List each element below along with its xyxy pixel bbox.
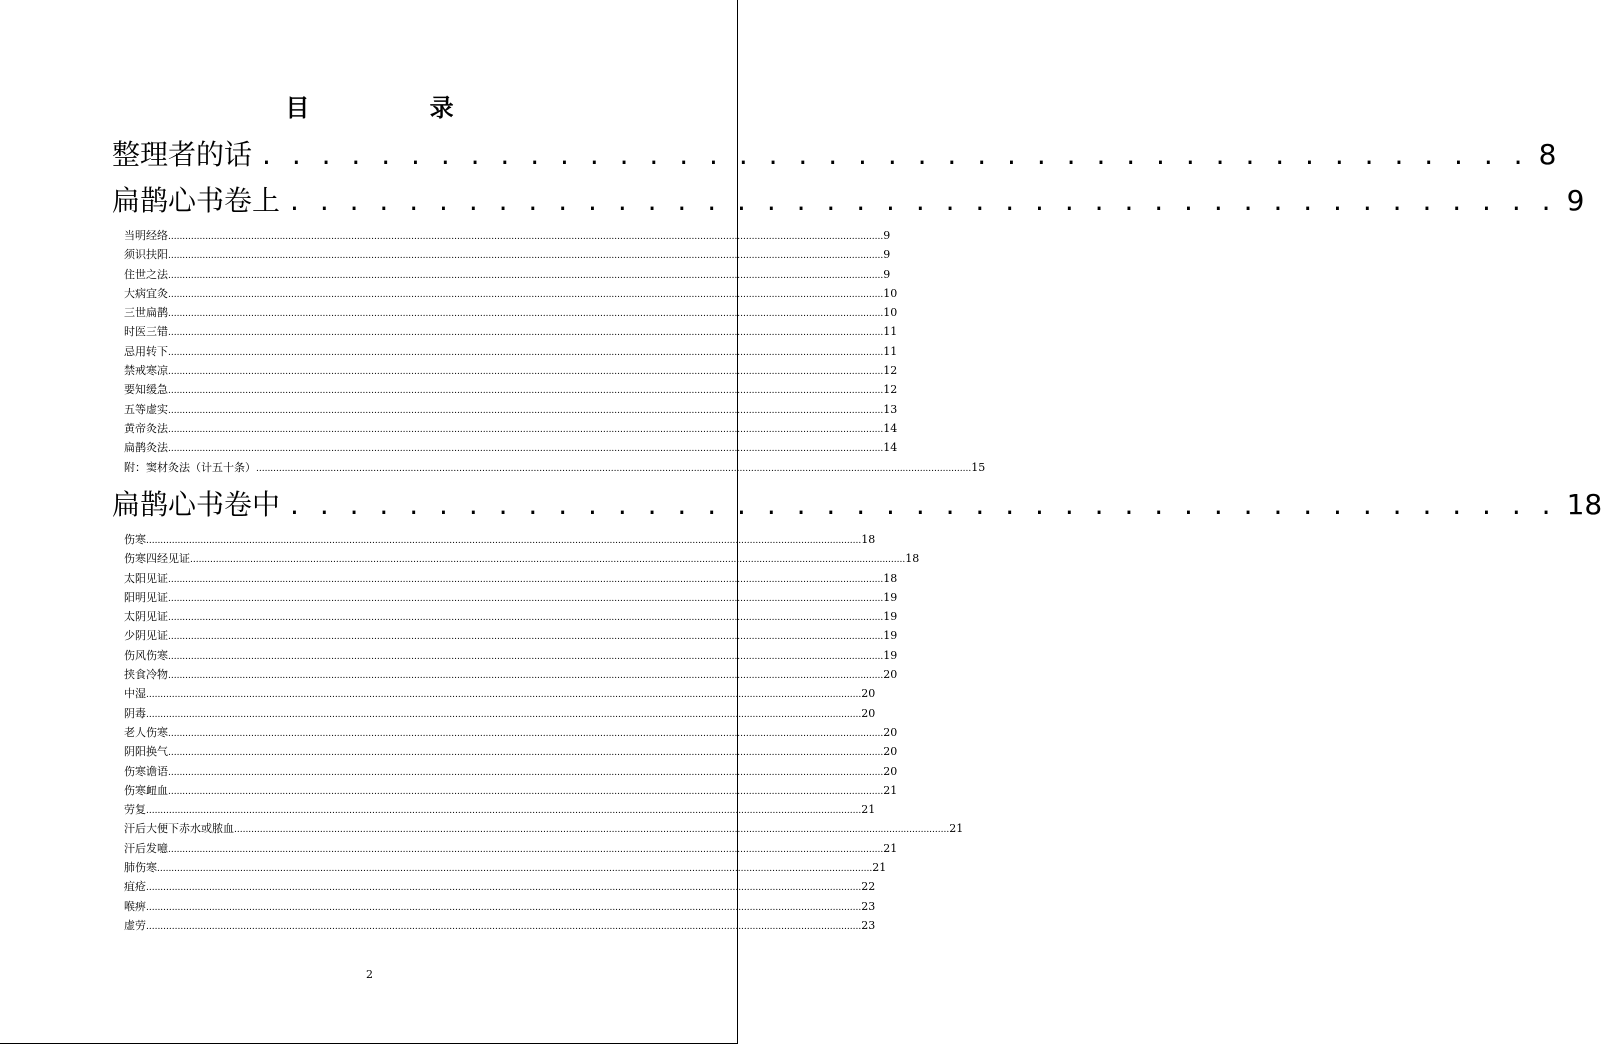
toc-heading[interactable] <box>112 132 1557 178</box>
toc-entry-page: 14 <box>883 441 898 455</box>
toc-section <box>112 178 1585 477</box>
toc-entry-title: 附：窦材灸法（计五十条） <box>124 460 256 474</box>
toc-leader-dots: .......................................................................................................................................................................................................................................................... <box>146 921 862 932</box>
toc-entry-title: 汗后发噫 <box>124 841 168 855</box>
toc-leader-dots: .......................................................................................................................................................................................................................................................... <box>168 309 884 320</box>
toc-entry[interactable] <box>124 458 986 477</box>
toc-entry-title: 黄帝灸法 <box>124 421 168 435</box>
toc-entry-page: 14 <box>883 421 898 435</box>
toc-leader-dots: .......................................................................................................................................................................................................................................................... <box>146 690 862 701</box>
toc-leader-dots: .......................................................................................................................................................................................................................................................... <box>168 574 884 585</box>
toc-entry-page: 19 <box>883 610 898 624</box>
toc-entry-title: 肺伤寒 <box>124 861 157 875</box>
toc-entry-title: 三世扁鹊 <box>124 306 168 320</box>
toc-leader-dots: .......................................................................................................................................................................................................................................................... <box>190 555 906 566</box>
toc-leader-dots: .......................................................................................................................................................................................................................................................... <box>168 444 884 455</box>
toc-entry-page: 15 <box>971 460 986 474</box>
page-number: 2 <box>366 968 373 981</box>
toc-leader-dots: .......................................................................................................................................................................................................................................................... <box>168 251 884 262</box>
toc-entry[interactable] <box>124 723 898 742</box>
toc-entry[interactable] <box>124 530 876 549</box>
toc-entry[interactable] <box>124 419 898 438</box>
toc-leader-dots: .......................................................................................................................................................................................................................................................... <box>234 825 950 836</box>
toc-entry-title: 大病宜灸 <box>124 286 168 300</box>
page-border-bottom <box>0 1043 738 1044</box>
toc-entry[interactable] <box>124 762 898 781</box>
toc-entry[interactable] <box>124 342 898 361</box>
toc-entry-title: 伤风伤寒 <box>124 648 168 662</box>
toc-entry-title: 阳明见证 <box>124 590 168 604</box>
toc-entry[interactable] <box>124 858 887 877</box>
toc-heading-title: 整理者的话 <box>112 138 253 171</box>
toc-entry-page: 21 <box>949 822 964 836</box>
toc-entry-page: 23 <box>861 899 876 913</box>
toc-entry-title: 五等虚实 <box>124 402 168 416</box>
toc-entry-page: 9 <box>883 267 891 281</box>
toc-entry-page: 21 <box>872 861 887 875</box>
toc-leader-dots: .......................................................................................................................................................................................................................................................... <box>168 613 884 624</box>
toc-entry-title: 忌用转下 <box>124 344 168 358</box>
toc-heading-title: 扁鹊心书卷中 <box>112 488 281 521</box>
toc-entry-page: 12 <box>883 383 898 397</box>
toc-entry-title: 挟食冷物 <box>124 668 168 682</box>
toc-heading-page: 9 <box>1566 184 1585 217</box>
toc-entry-page: 20 <box>861 706 876 720</box>
toc-entry[interactable] <box>124 800 876 819</box>
toc-leader-dots: . . . . . . . . . . . . . . . . . . . . . . . . . . . . . . . . . . . . . . . . . . . <box>290 488 1557 521</box>
toc-entry[interactable] <box>124 245 891 264</box>
toc-entry[interactable] <box>124 916 876 935</box>
toc-leader-dots: .......................................................................................................................................................................................................................................................... <box>168 593 884 604</box>
toc-entry-page: 20 <box>883 745 898 759</box>
toc-leader-dots: .......................................................................................................................................................................................................................................................... <box>168 405 884 416</box>
toc-entry-page: 19 <box>883 629 898 643</box>
toc-entry[interactable] <box>124 626 898 645</box>
toc-entry-title: 老人伤寒 <box>124 725 168 739</box>
toc-entry[interactable] <box>124 897 876 916</box>
toc-entry[interactable] <box>124 322 898 341</box>
toc-entry[interactable] <box>124 265 891 284</box>
toc-entry[interactable] <box>124 380 898 399</box>
toc-heading-page: 8 <box>1538 138 1557 171</box>
toc-leader-dots: .......................................................................................................................................................................................................................................................... <box>168 386 884 397</box>
toc-entry-title: 当明经络 <box>124 229 168 242</box>
toc-entry-title: 疽疮 <box>124 880 146 894</box>
toc-leader-dots: .......................................................................................................................................................................................................................................................... <box>168 844 884 855</box>
toc-leader-dots: .......................................................................................................................................................................................................................................................... <box>168 367 884 378</box>
toc-entry[interactable] <box>124 742 898 761</box>
toc-entry-title: 阴毒 <box>124 706 146 720</box>
toc-leader-dots: .......................................................................................................................................................................................................................................................... <box>168 651 884 662</box>
toc-entry-title: 阴阳换气 <box>124 745 168 759</box>
toc-section <box>112 132 1557 178</box>
toc-entry-title: 太阳见证 <box>124 571 168 585</box>
toc-leader-dots: .......................................................................................................................................................................................................................................................... <box>256 463 972 474</box>
toc-section <box>112 482 1602 935</box>
toc-entry-page: 20 <box>883 668 898 682</box>
toc-leader-dots: .......................................................................................................................................................................................................................................................... <box>168 270 884 281</box>
toc-entry-title: 虚劳 <box>124 918 146 932</box>
toc-heading-title: 扁鹊心书卷上 <box>112 184 281 217</box>
toc-entry-page: 18 <box>905 552 920 566</box>
toc-entry-title: 伤寒衄血 <box>124 783 168 797</box>
toc-leader-dots: .......................................................................................................................................................................................................................................................... <box>146 902 862 913</box>
toc-entry-title: 伤寒谵语 <box>124 764 168 778</box>
toc-leader-dots: . . . . . . . . . . . . . . . . . . . . . . . . . . . . . . . . . . . . . . . . . . . <box>290 184 1557 217</box>
toc-entry-title: 住世之法 <box>124 267 168 281</box>
toc-entry-title: 要知缓急 <box>124 383 168 397</box>
toc-entry-page: 18 <box>861 533 876 546</box>
toc-leader-dots: .......................................................................................................................................................................................................................................................... <box>168 671 884 682</box>
toc-entry[interactable] <box>124 781 898 800</box>
toc-entry-title: 汗后大便下赤水或脓血 <box>124 822 234 836</box>
toc-leader-dots: .......................................................................................................................................................................................................................................................... <box>146 883 862 894</box>
toc-leader-dots: .......................................................................................................................................................................................................................................................... <box>168 424 884 435</box>
toc-entry-page: 21 <box>883 783 898 797</box>
toc-entry[interactable] <box>124 877 876 896</box>
toc-entry[interactable] <box>124 400 898 419</box>
toc-entry-title: 伤寒 <box>124 533 146 546</box>
toc-entry[interactable] <box>124 588 898 607</box>
toc-entry[interactable] <box>124 665 898 684</box>
toc-entry[interactable] <box>124 284 898 303</box>
toc-entry[interactable] <box>124 549 920 568</box>
toc-entry-page: 13 <box>883 402 898 416</box>
toc-leader-dots: .......................................................................................................................................................................................................................................................... <box>168 786 884 797</box>
toc-entry[interactable] <box>124 226 891 245</box>
toc-entry-page: 11 <box>883 325 898 339</box>
toc-entry-page: 12 <box>883 364 898 378</box>
toc-leader-dots: .......................................................................................................................................................................................................................................................... <box>168 347 884 358</box>
toc-entry-page: 10 <box>883 286 898 300</box>
toc-entry-title: 时医三错 <box>124 325 168 339</box>
toc-entry-title: 少阴见证 <box>124 629 168 643</box>
toc-entry[interactable] <box>124 303 898 322</box>
page-title: 目 录 <box>285 94 510 122</box>
toc-entry[interactable] <box>124 569 898 588</box>
toc-leader-dots: .......................................................................................................................................................................................................................................................... <box>146 806 862 817</box>
toc-entry[interactable] <box>124 646 898 665</box>
toc-entry-page: 10 <box>883 306 898 320</box>
toc-entry-title: 扁鹊灸法 <box>124 441 168 455</box>
toc-entry-title: 须识扶阳 <box>124 248 168 262</box>
toc-entry[interactable] <box>124 361 898 380</box>
toc-entry[interactable] <box>124 438 898 457</box>
toc-leader-dots: .......................................................................................................................................................................................................................................................... <box>168 328 884 339</box>
toc-leader-dots: .......................................................................................................................................................................................................................................................... <box>168 767 884 778</box>
toc-leader-dots: . . . . . . . . . . . . . . . . . . . . . . . . . . . . . . . . . . . . . . . . . . . <box>262 138 1529 171</box>
toc-leader-dots: .......................................................................................................................................................................................................................................................... <box>146 536 862 546</box>
toc-leader-dots: .......................................................................................................................................................................................................................................................... <box>146 709 862 720</box>
toc-leader-dots: .......................................................................................................................................................................................................................................................... <box>168 748 884 759</box>
toc-entry-page: 19 <box>883 648 898 662</box>
toc-entry-page: 22 <box>861 880 876 894</box>
toc-heading-page: 18 <box>1566 488 1602 521</box>
toc-entry-title: 伤寒四经见证 <box>124 552 190 566</box>
toc-entry-title: 喉痹 <box>124 899 146 913</box>
toc-entry[interactable] <box>124 684 876 703</box>
toc-entry-page: 20 <box>883 725 898 739</box>
toc-entry-title: 中湿 <box>124 687 146 701</box>
toc-entry-page: 9 <box>883 248 891 262</box>
toc-leader-dots: .......................................................................................................................................................................................................................................................... <box>168 289 884 300</box>
toc-entry-title: 劳复 <box>124 803 146 817</box>
toc-entry[interactable] <box>124 819 964 838</box>
toc-entry-page: 20 <box>861 687 876 701</box>
toc-leader-dots: .......................................................................................................................................................................................................................................................... <box>168 728 884 739</box>
toc-entry[interactable] <box>124 607 898 626</box>
toc-entry-page: 20 <box>883 764 898 778</box>
toc-entry[interactable] <box>124 704 876 723</box>
toc-heading[interactable] <box>112 178 1585 224</box>
toc-entry-page: 18 <box>883 571 898 585</box>
toc-heading[interactable] <box>112 482 1602 528</box>
toc-entry-page: 9 <box>883 229 891 242</box>
toc-leader-dots: .......................................................................................................................................................................................................................................................... <box>157 864 873 875</box>
toc-entry-title: 太阴见证 <box>124 610 168 624</box>
toc-entry-page: 23 <box>861 918 876 932</box>
toc-leader-dots: .......................................................................................................................................................................................................................................................... <box>168 232 884 242</box>
toc-entry-page: 19 <box>883 590 898 604</box>
toc-leader-dots: .......................................................................................................................................................................................................................................................... <box>168 632 884 643</box>
toc-entry-page: 21 <box>861 803 876 817</box>
toc-entry-title: 禁戒寒凉 <box>124 364 168 378</box>
toc-entry[interactable] <box>124 839 898 858</box>
toc-entry-page: 21 <box>883 841 898 855</box>
toc-entry-page: 11 <box>883 344 898 358</box>
